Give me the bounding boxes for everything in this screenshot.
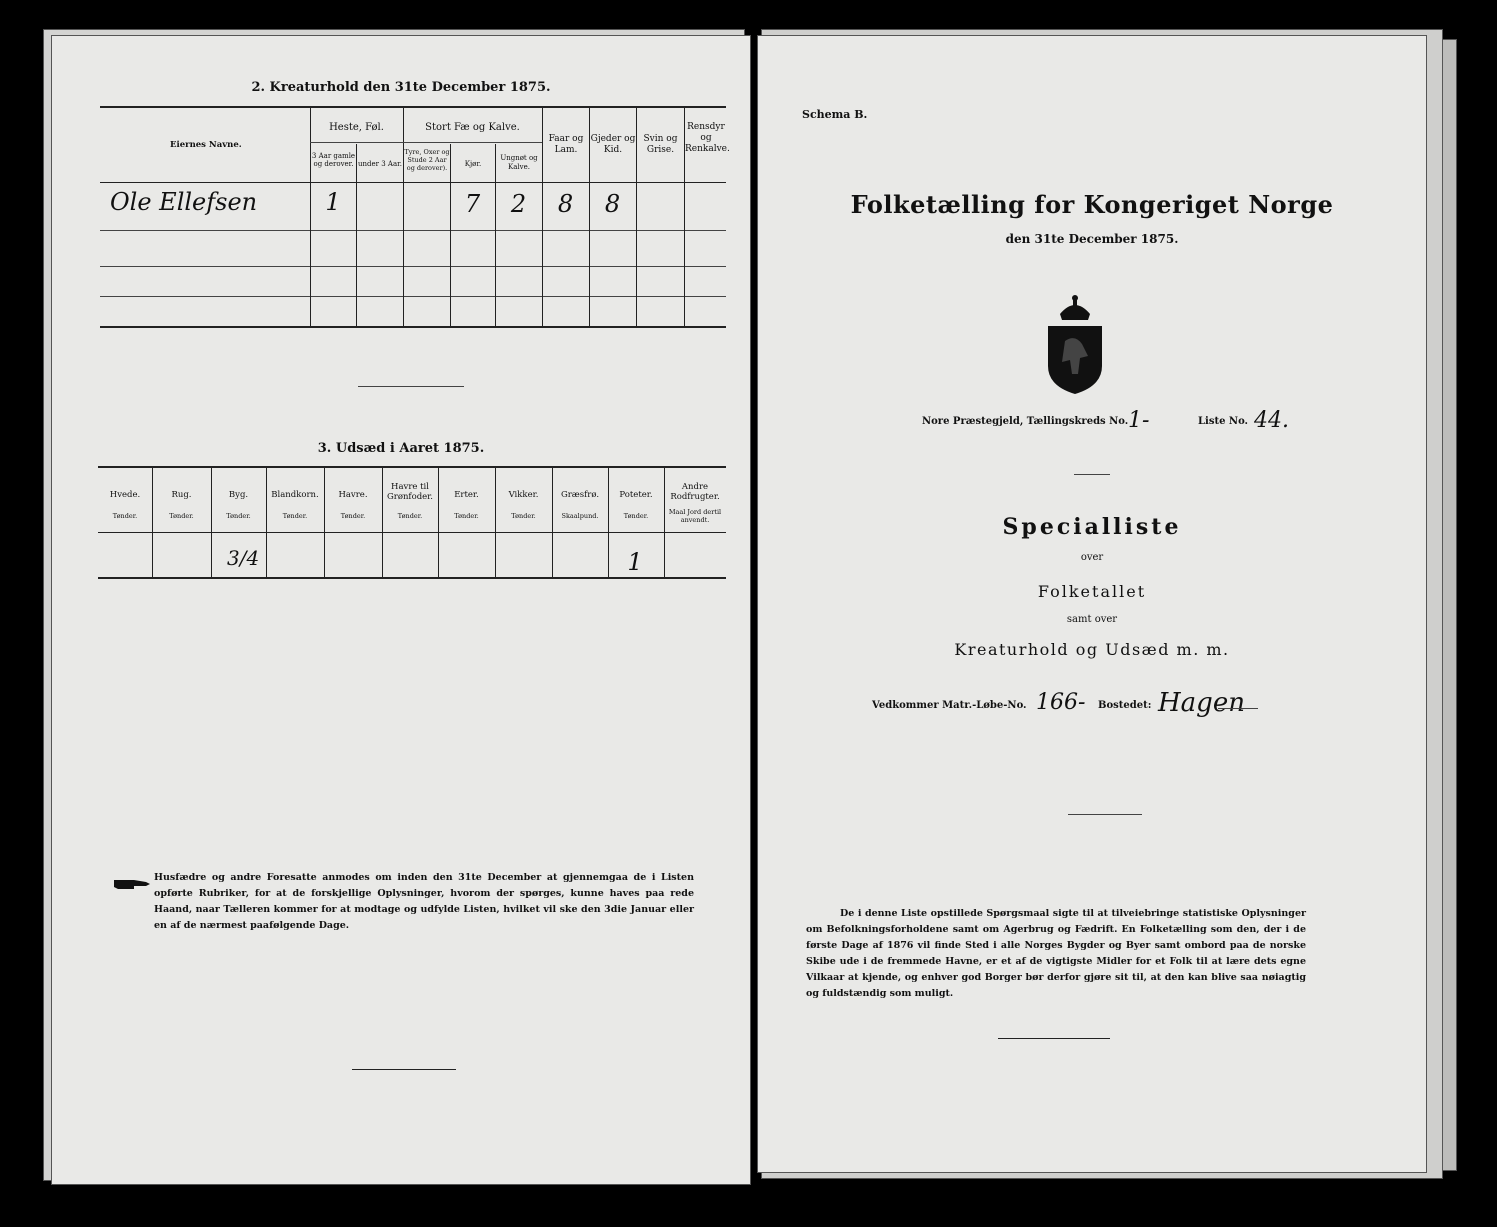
s3-col-line bbox=[152, 468, 153, 577]
pointing-hand-icon bbox=[112, 876, 152, 888]
s3-col-line bbox=[211, 468, 212, 577]
s3-col-line bbox=[438, 468, 439, 577]
matr-label: Vedkommer Matr.-Løbe-No. bbox=[872, 700, 1027, 711]
s3-col-line bbox=[552, 468, 553, 577]
section2-title: 2. Kreaturhold den 31te December 1875. bbox=[251, 80, 551, 95]
value-byg: 3/4 bbox=[227, 546, 260, 570]
s3-unit-1: Tønder. bbox=[169, 512, 194, 520]
value-kjor: 7 bbox=[464, 190, 481, 218]
s3-col-line bbox=[324, 468, 325, 577]
s3-header-3: Blandkorn. bbox=[271, 490, 319, 500]
col-tyre: Tyre, Oxer og Stude 2 Aar og derover). bbox=[404, 148, 450, 172]
left-page bbox=[52, 36, 750, 1184]
s3-unit-8: Skaalpund. bbox=[561, 512, 599, 520]
s3-unit-2: Tønder. bbox=[226, 512, 251, 520]
s3-col-line bbox=[266, 468, 267, 577]
s3-header-6: Erter. bbox=[454, 490, 479, 500]
s3-header-8: Græsfrø. bbox=[560, 490, 600, 500]
separator-1 bbox=[358, 386, 464, 387]
s3-col-line bbox=[382, 468, 383, 577]
bosted-label: Bostedet: bbox=[1098, 700, 1152, 711]
col-ungnot: Ungnøt og Kalve. bbox=[500, 154, 538, 171]
matr-value: 166- bbox=[1036, 690, 1086, 715]
specialliste-title: Specialliste bbox=[1002, 514, 1182, 540]
s3-unit-3: Tønder. bbox=[282, 512, 308, 520]
s3-col-line bbox=[608, 468, 609, 577]
folketallet-text: Folketallet bbox=[1037, 582, 1147, 601]
s3-header-5: Havre til Grønfoder. bbox=[386, 482, 433, 502]
s3-header-4: Havre. bbox=[338, 490, 368, 500]
value-ungnot: 2 bbox=[510, 190, 527, 218]
col-rensdyr: Rensdyr og Renkalve. bbox=[685, 122, 730, 154]
coat-of-arms-icon bbox=[1040, 286, 1110, 396]
s3-header-7: Vikker. bbox=[508, 490, 539, 500]
separator-2 bbox=[352, 1069, 456, 1070]
col-gjeder: Gjeder og Kid. bbox=[590, 134, 636, 155]
owner-name: Ole Ellefsen bbox=[110, 188, 258, 216]
bosted-value: Hagen bbox=[1158, 688, 1245, 718]
s3-unit-7: Tønder. bbox=[511, 512, 536, 520]
s3-unit-5: Tønder. bbox=[397, 512, 423, 520]
s3-unit-0: Tønder. bbox=[112, 512, 138, 520]
bosted-underline bbox=[1218, 708, 1258, 709]
owner-header: Eiernes Navne. bbox=[170, 140, 242, 150]
col-heste-under3: under 3 Aar. bbox=[358, 160, 402, 168]
stort-fae-header: Stort Fæ og Kalve. bbox=[425, 122, 520, 133]
s3-header-9: Poteter. bbox=[619, 490, 653, 500]
schema-label: Schema B. bbox=[802, 108, 868, 121]
separator-4 bbox=[1068, 814, 1142, 815]
s3-unit-10: Maal Jord dertil anvendt. bbox=[668, 508, 722, 524]
col-heste-3aar: 3 Aar gamle og derover. bbox=[311, 152, 356, 168]
s3-header-1: Rug. bbox=[171, 490, 192, 500]
value-faar: 8 bbox=[557, 190, 574, 218]
section3-title: 3. Udsæd i Aaret 1875. bbox=[317, 441, 485, 456]
samt-over-text: samt over bbox=[1066, 614, 1118, 625]
heste-header: Heste, Føl. bbox=[329, 122, 384, 133]
s3-header-10: Andre Rodfrugter. bbox=[670, 482, 720, 502]
s3-header-2: Byg. bbox=[228, 490, 249, 500]
liste-label: Liste No. bbox=[1198, 416, 1249, 427]
col-faar: Faar og Lam. bbox=[548, 134, 584, 155]
value-poteter: 1 bbox=[627, 548, 643, 576]
prestegjeld-label: Nore Præstegjeld, Tællingskreds No. bbox=[922, 416, 1129, 427]
s3-header-0: Hvede. bbox=[109, 490, 141, 500]
main-title: Folketælling for Kongeriget Norge bbox=[850, 190, 1334, 219]
s3-col-line bbox=[664, 468, 665, 577]
liste-value: 44. bbox=[1254, 408, 1289, 433]
s3-unit-9: Tønder. bbox=[623, 512, 649, 520]
s3-unit-4: Tønder. bbox=[340, 512, 366, 520]
col-kjor: Kjør. bbox=[464, 160, 482, 168]
value-heste: 1 bbox=[325, 188, 341, 216]
separator-5 bbox=[998, 1038, 1110, 1039]
notice-text: Husfædre og andre Foresatte anmodes om inden den 31te December at gjennemgaa de i Listen opførte Rubriker, for at de forskjellige Oplysninger, hvorom der spørges, kunne haves paa rede Haand, naar Tælleren kommer for at modtage og udfylde Listen, hvilket vil ske den 3die Januar eller en af de nærmest paafølgende Dage. bbox=[154, 872, 694, 931]
s3-unit-6: Tønder. bbox=[454, 512, 479, 520]
over-text-1: over bbox=[1080, 552, 1104, 563]
right-page bbox=[758, 36, 1426, 1172]
s3-col-line bbox=[495, 468, 496, 577]
kreds-value: 1- bbox=[1128, 408, 1150, 433]
col-svin: Svin og Grise. bbox=[643, 134, 678, 155]
separator-3 bbox=[1074, 474, 1110, 475]
kreatur-text: Kreaturhold og Udsæd m. m. bbox=[954, 640, 1230, 659]
footnote-text: De i denne Liste opstillede Spørgsmaal sigte til at tilveiebringe statistiske Oplysninger om Befolkningsforholdene samt om Agerbrug og Fædrift. En Folketælling som den, der i de første Dage af 1876 vil finde Sted i alle Norges Bygder og Byer samt ombord paa de norske Skibe ude i de fremmede Havne, er et af de vigtigste Midler for et Folk til at lære dets egne Vilkaar at kjende, og enhver god Borger bør derfor gjøre sit til, at den kan blive saa nøiagtig og fuldstændig som muligt. bbox=[806, 908, 1306, 999]
census-date: den 31te December 1875. bbox=[1005, 232, 1179, 246]
value-gjeder: 8 bbox=[604, 190, 621, 218]
